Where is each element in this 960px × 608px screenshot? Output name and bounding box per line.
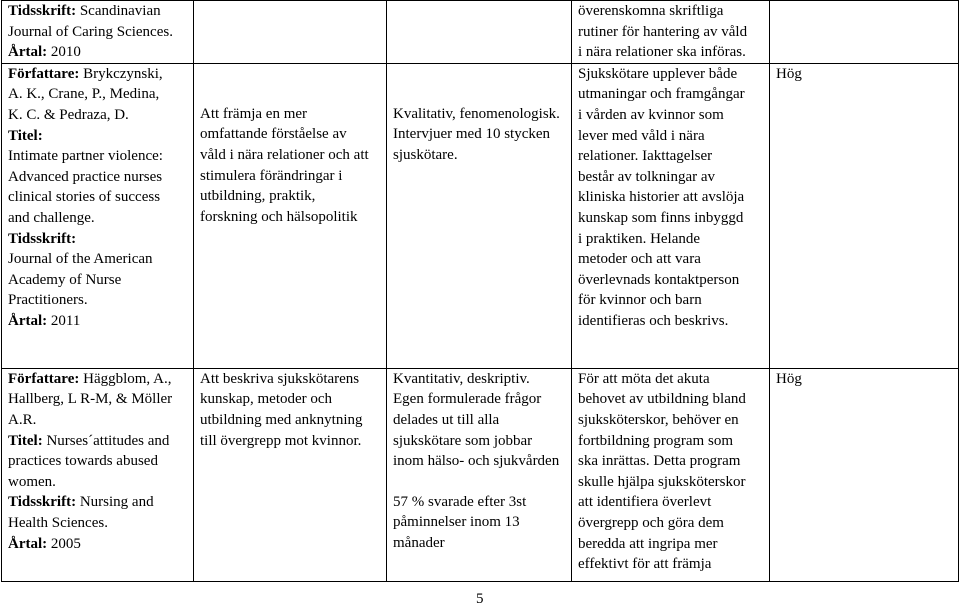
aim-line: Att beskriva sjukskötarens — [200, 370, 360, 387]
aim-line: omfattande förståelse av — [200, 126, 347, 143]
result-line: för kvinnor och barn — [578, 292, 702, 309]
result-line: fortbildning program som — [578, 432, 733, 449]
table-row — [2, 1, 959, 64]
result-line: För att möta det akuta — [578, 370, 710, 387]
method-line: sjukskötare som jobbar — [393, 432, 533, 449]
year-value: 2011 — [47, 312, 81, 329]
method-line: Kvantitativ, deskriptiv. — [393, 370, 530, 387]
result-line: skulle hjälpa sjuksköterskor — [578, 473, 746, 490]
result-line: rutiner för hantering av våld — [578, 23, 748, 40]
aim-line: forskning och hälsopolitik — [200, 208, 358, 225]
aim-line: till övergrepp mot kvinnor. — [200, 432, 362, 449]
title-line: clinical stories of success — [8, 189, 161, 206]
aim-line: kunskap, metoder och — [200, 391, 333, 408]
result-line: relationer. Iakttagelser — [578, 148, 713, 165]
literature-table — [1, 0, 959, 582]
method-line: månader — [393, 534, 445, 551]
title-line: Nurses´attitudes and — [42, 432, 170, 449]
result-line: lever med våld i nära — [578, 127, 705, 144]
method-cell — [387, 368, 572, 581]
result-line: i praktiken. Helande — [578, 230, 701, 247]
aim-cell — [194, 368, 387, 581]
journal-line: Nursing and — [76, 494, 154, 511]
year-value: 2005 — [47, 535, 81, 552]
result-line: sjuksköterskor, behöver en — [578, 411, 739, 428]
result-line: Sjukskötare upplever både — [578, 65, 738, 82]
aim-line: våld i nära relationer och att — [200, 146, 369, 163]
result-line: kunskap som finns inbyggd — [578, 209, 744, 226]
author-label: Författare: — [8, 370, 80, 387]
title-label: Titel: — [8, 127, 43, 144]
method-line: delades ut till alla — [393, 411, 500, 428]
journal-label: Tidsskrift: — [8, 230, 77, 247]
result-line: kliniska historier att avslöja — [578, 189, 745, 206]
title-line: Intimate partner violence: — [8, 148, 163, 165]
result-line: övergrepp och göra dem — [578, 514, 724, 531]
table-row — [2, 368, 959, 581]
title-line: practices towards abused — [8, 453, 158, 470]
result-line: består av tolkningar av — [578, 168, 716, 185]
journal-line: Journal of the American — [8, 251, 153, 268]
source-cell — [2, 63, 194, 368]
result-line: utmaningar och framgångar — [578, 86, 745, 103]
result-line: i nära relationer ska införas. — [578, 44, 746, 61]
result-line: ska inrättas. Detta program — [578, 453, 741, 470]
title-line: women. — [8, 473, 56, 490]
aim-line: utbildning, praktik, — [200, 188, 316, 205]
author-value-cont: K. C. & Pedraza, D. — [8, 106, 129, 123]
journal-line: Health Sciences. — [8, 514, 108, 531]
result-line: beredda att ingripa mer — [578, 535, 718, 552]
aim-line: utbildning med anknytning — [200, 411, 363, 428]
method-line: sjuskötare. — [393, 146, 458, 163]
journal-value: Scandinavian — [76, 3, 161, 19]
page-number: 5 — [476, 591, 484, 607]
method-line: Egen formulerade frågor — [393, 391, 542, 408]
result-line: metoder och att vara — [578, 251, 701, 268]
author-label: Författare: — [8, 65, 80, 82]
result-line: att identifiera överlevt — [578, 494, 712, 511]
source-cell — [2, 1, 194, 64]
year-value: 2010 — [47, 44, 81, 61]
result-cell — [572, 1, 770, 64]
aim-line: stimulera förändringar i — [200, 167, 343, 184]
title-label: Titel: — [8, 432, 43, 449]
result-line: i vården av kvinnor som — [578, 106, 724, 123]
result-line: identifieras och beskrivs. — [578, 312, 729, 329]
journal-line: Academy of Nurse — [8, 271, 122, 288]
title-line: and challenge. — [8, 209, 95, 226]
author-value: Brykczynski, — [79, 65, 163, 82]
method-line: Intervjuer med 10 stycken — [393, 126, 551, 143]
year-label: Årtal: — [8, 535, 48, 552]
year-label: Årtal: — [8, 44, 48, 61]
aim-cell — [194, 63, 387, 368]
journal-line: Practitioners. — [8, 292, 88, 309]
result-line: behovet av utbildning bland — [578, 391, 746, 408]
author-value-cont: A. K., Crane, P., Medina, — [8, 86, 160, 103]
method-line: påminnelser inom 13 — [393, 514, 520, 531]
quality-cell — [770, 368, 959, 581]
quality-cell — [770, 63, 959, 368]
source-cell — [2, 368, 194, 581]
quality-rating: Hög — [776, 370, 802, 387]
method-line: inom hälso- och sjukvården — [393, 453, 560, 470]
year-label: Årtal: — [8, 312, 48, 329]
method-gap — [393, 472, 567, 492]
method-cell — [387, 63, 572, 368]
quality-rating: Hög — [776, 65, 802, 82]
author-value-cont: Hallberg, L R-M, & Möller — [8, 391, 173, 408]
journal-value-cont: Journal of Caring Sciences. — [8, 23, 173, 40]
table-row — [2, 63, 959, 368]
result-line: överlevnads kontaktperson — [578, 271, 740, 288]
author-value-cont: A.R. — [8, 411, 37, 428]
aim-cell — [194, 1, 387, 64]
title-line: Advanced practice nurses — [8, 168, 163, 185]
method-cell — [387, 1, 572, 64]
author-value: Häggblom, A., — [79, 370, 172, 387]
journal-label: Tidsskrift: — [8, 3, 77, 19]
aim-line: Att främja en mer — [200, 105, 308, 122]
quality-cell — [770, 1, 959, 64]
result-line: överenskomna skriftliga — [578, 3, 724, 19]
result-line: effektivt för att främja — [578, 556, 712, 573]
method-line: 57 % svarade efter 3st — [393, 493, 527, 510]
method-line: Kvalitativ, fenomenologisk. — [393, 105, 560, 122]
result-cell — [572, 63, 770, 368]
result-cell — [572, 368, 770, 581]
journal-label: Tidsskrift: — [8, 494, 77, 511]
